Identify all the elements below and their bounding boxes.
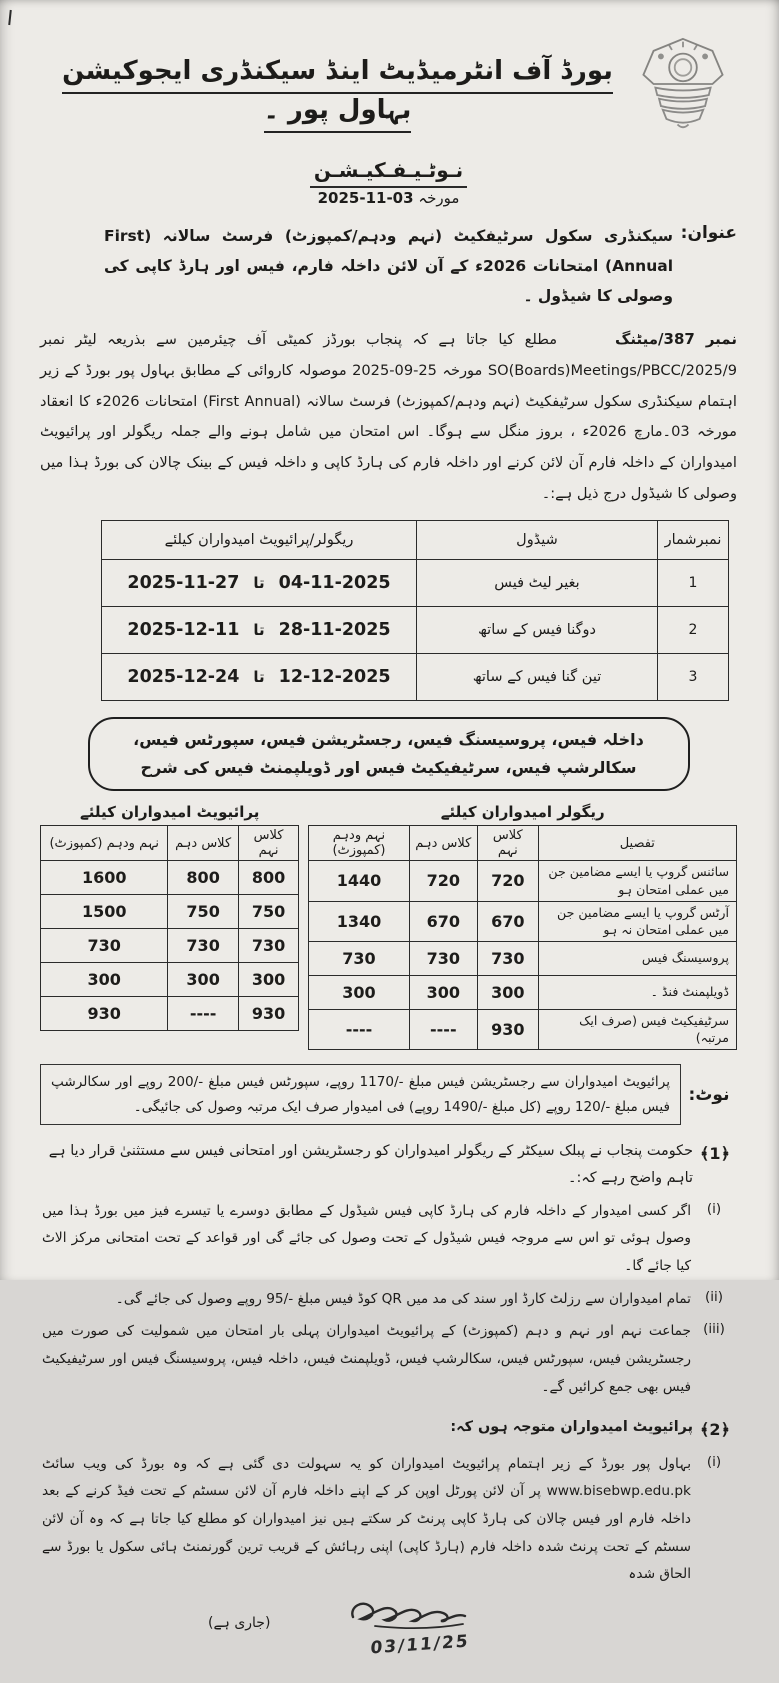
board-emblem-logo (629, 34, 737, 132)
col-detail: تفصیل (538, 826, 736, 861)
fee-cell: 730 (309, 941, 409, 975)
fee-cell: 800 (168, 861, 238, 895)
fee-cell: 750 (168, 895, 238, 929)
fee-cell: 730 (409, 941, 477, 975)
fee-cell: 300 (168, 963, 238, 997)
table-row (309, 1009, 737, 1049)
fee-cell: 300 (309, 975, 409, 1009)
fee-cell: 730 (168, 929, 238, 963)
schedule-cell: دوگنا فیس کے ساتھ (417, 607, 658, 654)
subject-text: سیکنڈری سکول سرٹیفکیٹ (نہم ودہم/کمپوزٹ) فرسٹ سالانہ (First Annual) امتحانات 2026ء کے آن لائن داخلہ فارم، فیس اور ہارڈ کاپی کی وصولی کا شیڈول ۔ (104, 227, 674, 306)
regular-fee-section (308, 803, 737, 1050)
date-from: 12-12-2025 (278, 667, 391, 688)
fee-cell: 1440 (309, 861, 409, 901)
section-1-title: حکومت پنجاب نے پبلک سیکٹر کے ریگولر امیدواران کو رجسٹریشن اور امتحانی فیس سے مستثنیٰ قرار دیا ہے تاہم واضح رہے کہ:۔ (48, 1142, 693, 1187)
fee-tables (40, 803, 737, 1050)
date-separator: تا (253, 621, 265, 640)
private-table-caption: پرائیویٹ امیدواران کیلئے (79, 803, 260, 822)
fee-cell: 730 (478, 941, 539, 975)
handwritten-date: 03/11/25 (369, 1631, 471, 1659)
detail-cell: سرٹیفیکیٹ فیس (صرف ایک مرتبہ) (538, 1009, 736, 1049)
fee-cell: 720 (409, 861, 477, 901)
detail-cell: سائنس گروپ یا ایسے مضامین جن میں عملی امتحان ہو (538, 861, 736, 901)
signature-scribble-icon (345, 1591, 495, 1635)
detail-cell: آرٹس گروپ یا ایسے مضامین جن میں عملی امتحان نہ ہو (538, 901, 736, 941)
fee-cell: 930 (41, 997, 168, 1031)
fee-cell: 930 (238, 997, 299, 1031)
fee-cell: 300 (41, 963, 168, 997)
notification-date: 03-11-2025 (317, 189, 414, 207)
col-class10: کلاس دہم (168, 826, 238, 861)
date-to: 24-12-2025 (127, 667, 240, 688)
subject-label: عنوان: (680, 223, 737, 243)
fee-cell: 730 (238, 929, 299, 963)
item-number: (ii) (704, 1288, 724, 1305)
col-serial: نمبرشمار (658, 521, 729, 560)
item-text: جماعت نہم اور نہم و دہم (کمپوزٹ) کے پرائیویٹ امیدواران پہلی بار امتحان میں شمولیت کی صورت میں رجسٹریشن فیس، سپورٹس فیس، سکالرشپ فیس، ڈویلپمنٹ فیس، داخلہ فیس، پروسیسنگ فیس اور سرٹیفیکیٹ فیس بھی جمع کرائیں گے۔ (42, 1323, 691, 1395)
dates-cell (102, 607, 417, 654)
col-composite: نہم ودہم (کمپوزٹ) (309, 826, 409, 861)
regular-fee-table (308, 825, 737, 1050)
table-row (309, 901, 737, 941)
col-class9: کلاس نہم (238, 826, 299, 861)
notification-date-line (40, 189, 737, 207)
col-composite: نہم ودہم (کمپوزٹ) (41, 826, 168, 861)
dates-cell (102, 560, 417, 607)
col-class9: کلاس نہم (478, 826, 539, 861)
reference-number: نمبر 387/میٹنگ (615, 329, 737, 348)
schedule-cell: بغیر لیٹ فیس (417, 560, 658, 607)
table-row (309, 975, 737, 1009)
item-number: (i) (706, 1200, 722, 1217)
item-number: (iii) (703, 1321, 725, 1338)
table-row (41, 997, 299, 1031)
table-header-row (309, 826, 737, 861)
item-text: اگر کسی امیدوار کے داخلہ فارم کی ہارڈ کاپی فیس شیڈول کے مطابق دوسرے یا تیسرے فیز میں بورڈ ہذا میں وصول ہوئی تو اس سے مروجہ فیس شیڈول کے تحت وصول کی جائے گی اور قواعد کے تحت امتحانی مرکز الاٹ کیا جائے گا۔ (42, 1202, 691, 1275)
signature-block (345, 1591, 495, 1659)
footer (40, 1591, 737, 1683)
serial-cell: 1 (658, 560, 729, 607)
detail-cell: پروسیسنگ فیس (538, 941, 736, 975)
notification-heading (40, 158, 737, 182)
list-item (40, 1286, 737, 1314)
section-1-marker: ﴿1﴾ (700, 1143, 730, 1163)
notification-heading-text: نـوٹـیـفـکیـشـن (310, 158, 467, 188)
date-from: 28-11-2025 (278, 620, 391, 641)
body-paragraph (40, 324, 737, 511)
note-row (40, 1064, 737, 1125)
board-emblem-icon (637, 36, 729, 132)
private-fee-table (40, 825, 299, 1031)
item-number: (i) (706, 1453, 722, 1470)
page-title: بورڈ آف انٹرمیڈیٹ اینڈ سیکنڈری ایجوکیشن بہاول پور ۔ (62, 56, 613, 133)
fee-cell: ---- (409, 1009, 477, 1049)
date-separator: تا (253, 668, 265, 687)
fee-cell: 720 (478, 861, 539, 901)
fee-cell: 1500 (41, 895, 168, 929)
fee-cell: 750 (238, 895, 299, 929)
date-from: 04-11-2025 (278, 573, 391, 594)
table-row (41, 861, 299, 895)
fee-cell: 730 (41, 929, 168, 963)
body-text: مطلع کیا جاتا ہے کہ پنجاب بورڈز کمیٹی آف چیئرمین سے بذریعہ لیٹر نمبر SO(Boards)Meetings/PBCC/2025/9 مورخہ 25-09-2025 موصولہ کاروائی کے مطابق بہاول پور بورڈ کے زیر اہتمام سیکنڈری سکول سرٹیفکیٹ (نہم ودہم/کمپوزٹ) فرسٹ سالانہ (First Annual) امتحانات 2026ء کا انعقاد مورخہ 03۔مارچ 2026ء ، بروز منگل سے ہوگا۔ اس امتحان میں شامل ہونے والے جملہ ریگولر اور پرائیویٹ امیدواران کے داخلہ فارم آن لائن کرنے اور داخلہ فارم کی ہارڈ کاپی و داخلہ فیس کے بینک چالان کی بورڈ ہذا میں وصولی کا شیڈول درج ذیل ہے:۔ (40, 330, 738, 503)
fee-cell: ---- (309, 1009, 409, 1049)
table-header-row (41, 826, 299, 861)
table-row (102, 607, 729, 654)
fee-cell: 930 (478, 1009, 539, 1049)
fee-cell: 1600 (41, 861, 168, 895)
col-schedule: شیڈول (417, 521, 658, 560)
fee-cell: ---- (168, 997, 238, 1031)
section-2-heading (40, 1414, 737, 1445)
fees-description-box: داخلہ فیس، پروسیسنگ فیس، رجسٹریشن فیس، سپورٹس فیس، سکالرشپ فیس، سرٹیفیکیٹ فیس اور ڈویلپمنٹ فیس کی شرح (88, 717, 690, 791)
list-item (40, 1451, 737, 1589)
fee-cell: 670 (409, 901, 477, 941)
private-fee-section (40, 803, 299, 1050)
fee-cell: 800 (238, 861, 299, 895)
schedule-table (101, 520, 729, 701)
fee-cell: 670 (478, 901, 539, 941)
item-text: بہاول پور بورڈ کے زیر اہتمام پرائیویٹ امیدواران کو یہ سہولت دی گئی ہے کہ وہ بورڈ کی ویب سائٹ www.bisebwp.edu.pk پر آن لائن پورٹل اوپن کر کے اپنے داخلہ فارم آن لائن سسٹم کے تحت فیڈ کرنے کے بعد داخلہ فارم اور فیس چالان کی ہارڈ کاپی پرنٹ کر سکتے ہیں نیز امیدواران کو مطلع کیا جاتا ہے کہ وہ آن لائن سسٹم کے تحت پرنٹ شدہ داخلہ فارم (ہارڈ کاپی) اپنی رہائش کے قریب ترین گورنمنٹ ہائی سکول یا بورڈ سے الحاق شدہ (42, 1455, 691, 1583)
date-to: 27-11-2025 (127, 573, 240, 594)
dates-cell (102, 654, 417, 701)
col-class10: کلاس دہم (409, 826, 477, 861)
col-candidates: ریگولر/پرائیویٹ امیدواران کیلئے (102, 521, 417, 560)
section-2-marker: ﴿2﴾ (700, 1420, 730, 1440)
fee-cell: 300 (478, 975, 539, 1009)
list-item (40, 1318, 737, 1401)
list-item (40, 1198, 737, 1281)
table-row (309, 861, 737, 901)
fee-cell: 1340 (309, 901, 409, 941)
table-header-row (102, 521, 729, 560)
section-2-title: پرائیویٹ امیدواران متوجہ ہوں کہ: (450, 1419, 693, 1436)
table-row (309, 941, 737, 975)
schedule-cell: تین گنا فیس کے ساتھ (417, 654, 658, 701)
date-label: مورخہ (418, 189, 460, 207)
date-separator: تا (253, 574, 265, 593)
table-row (41, 963, 299, 997)
serial-cell: 3 (658, 654, 729, 701)
detail-cell: ڈویلپمنٹ فنڈ ۔ (538, 975, 736, 1009)
regular-table-caption: ریگولر امیدواران کیلئے (440, 803, 605, 822)
date-to: 11-12-2025 (127, 620, 240, 641)
item-text: تمام امیدواران سے رزلٹ کارڈ اور سند کی مد میں QR کوڈ فیس مبلغ -/95 روپے وصول کی جائے گی۔ (115, 1290, 691, 1307)
subject-row (40, 221, 737, 312)
fee-cell: 300 (409, 975, 477, 1009)
fee-cell: 300 (238, 963, 299, 997)
serial-cell: 2 (658, 607, 729, 654)
table-row (102, 560, 729, 607)
table-row (102, 654, 729, 701)
table-row (41, 929, 299, 963)
note-text: پرائیویٹ امیدواران سے رجسٹریشن فیس مبلغ -/1170 روپے، سپورٹس فیس مبلغ -/200 روپے اور سکالرشپ فیس مبلغ -/120 روپے (کل مبلغ -/1490 روپے) فی امیدوار صرف ایک مرتبہ وصول کی جائیگی۔ (40, 1064, 681, 1125)
section-1-heading (40, 1138, 737, 1193)
note-label: نوٹ: (688, 1084, 730, 1105)
table-row (41, 895, 299, 929)
masthead (40, 34, 737, 132)
continued-note: (جاری ہے) (208, 1615, 271, 1632)
